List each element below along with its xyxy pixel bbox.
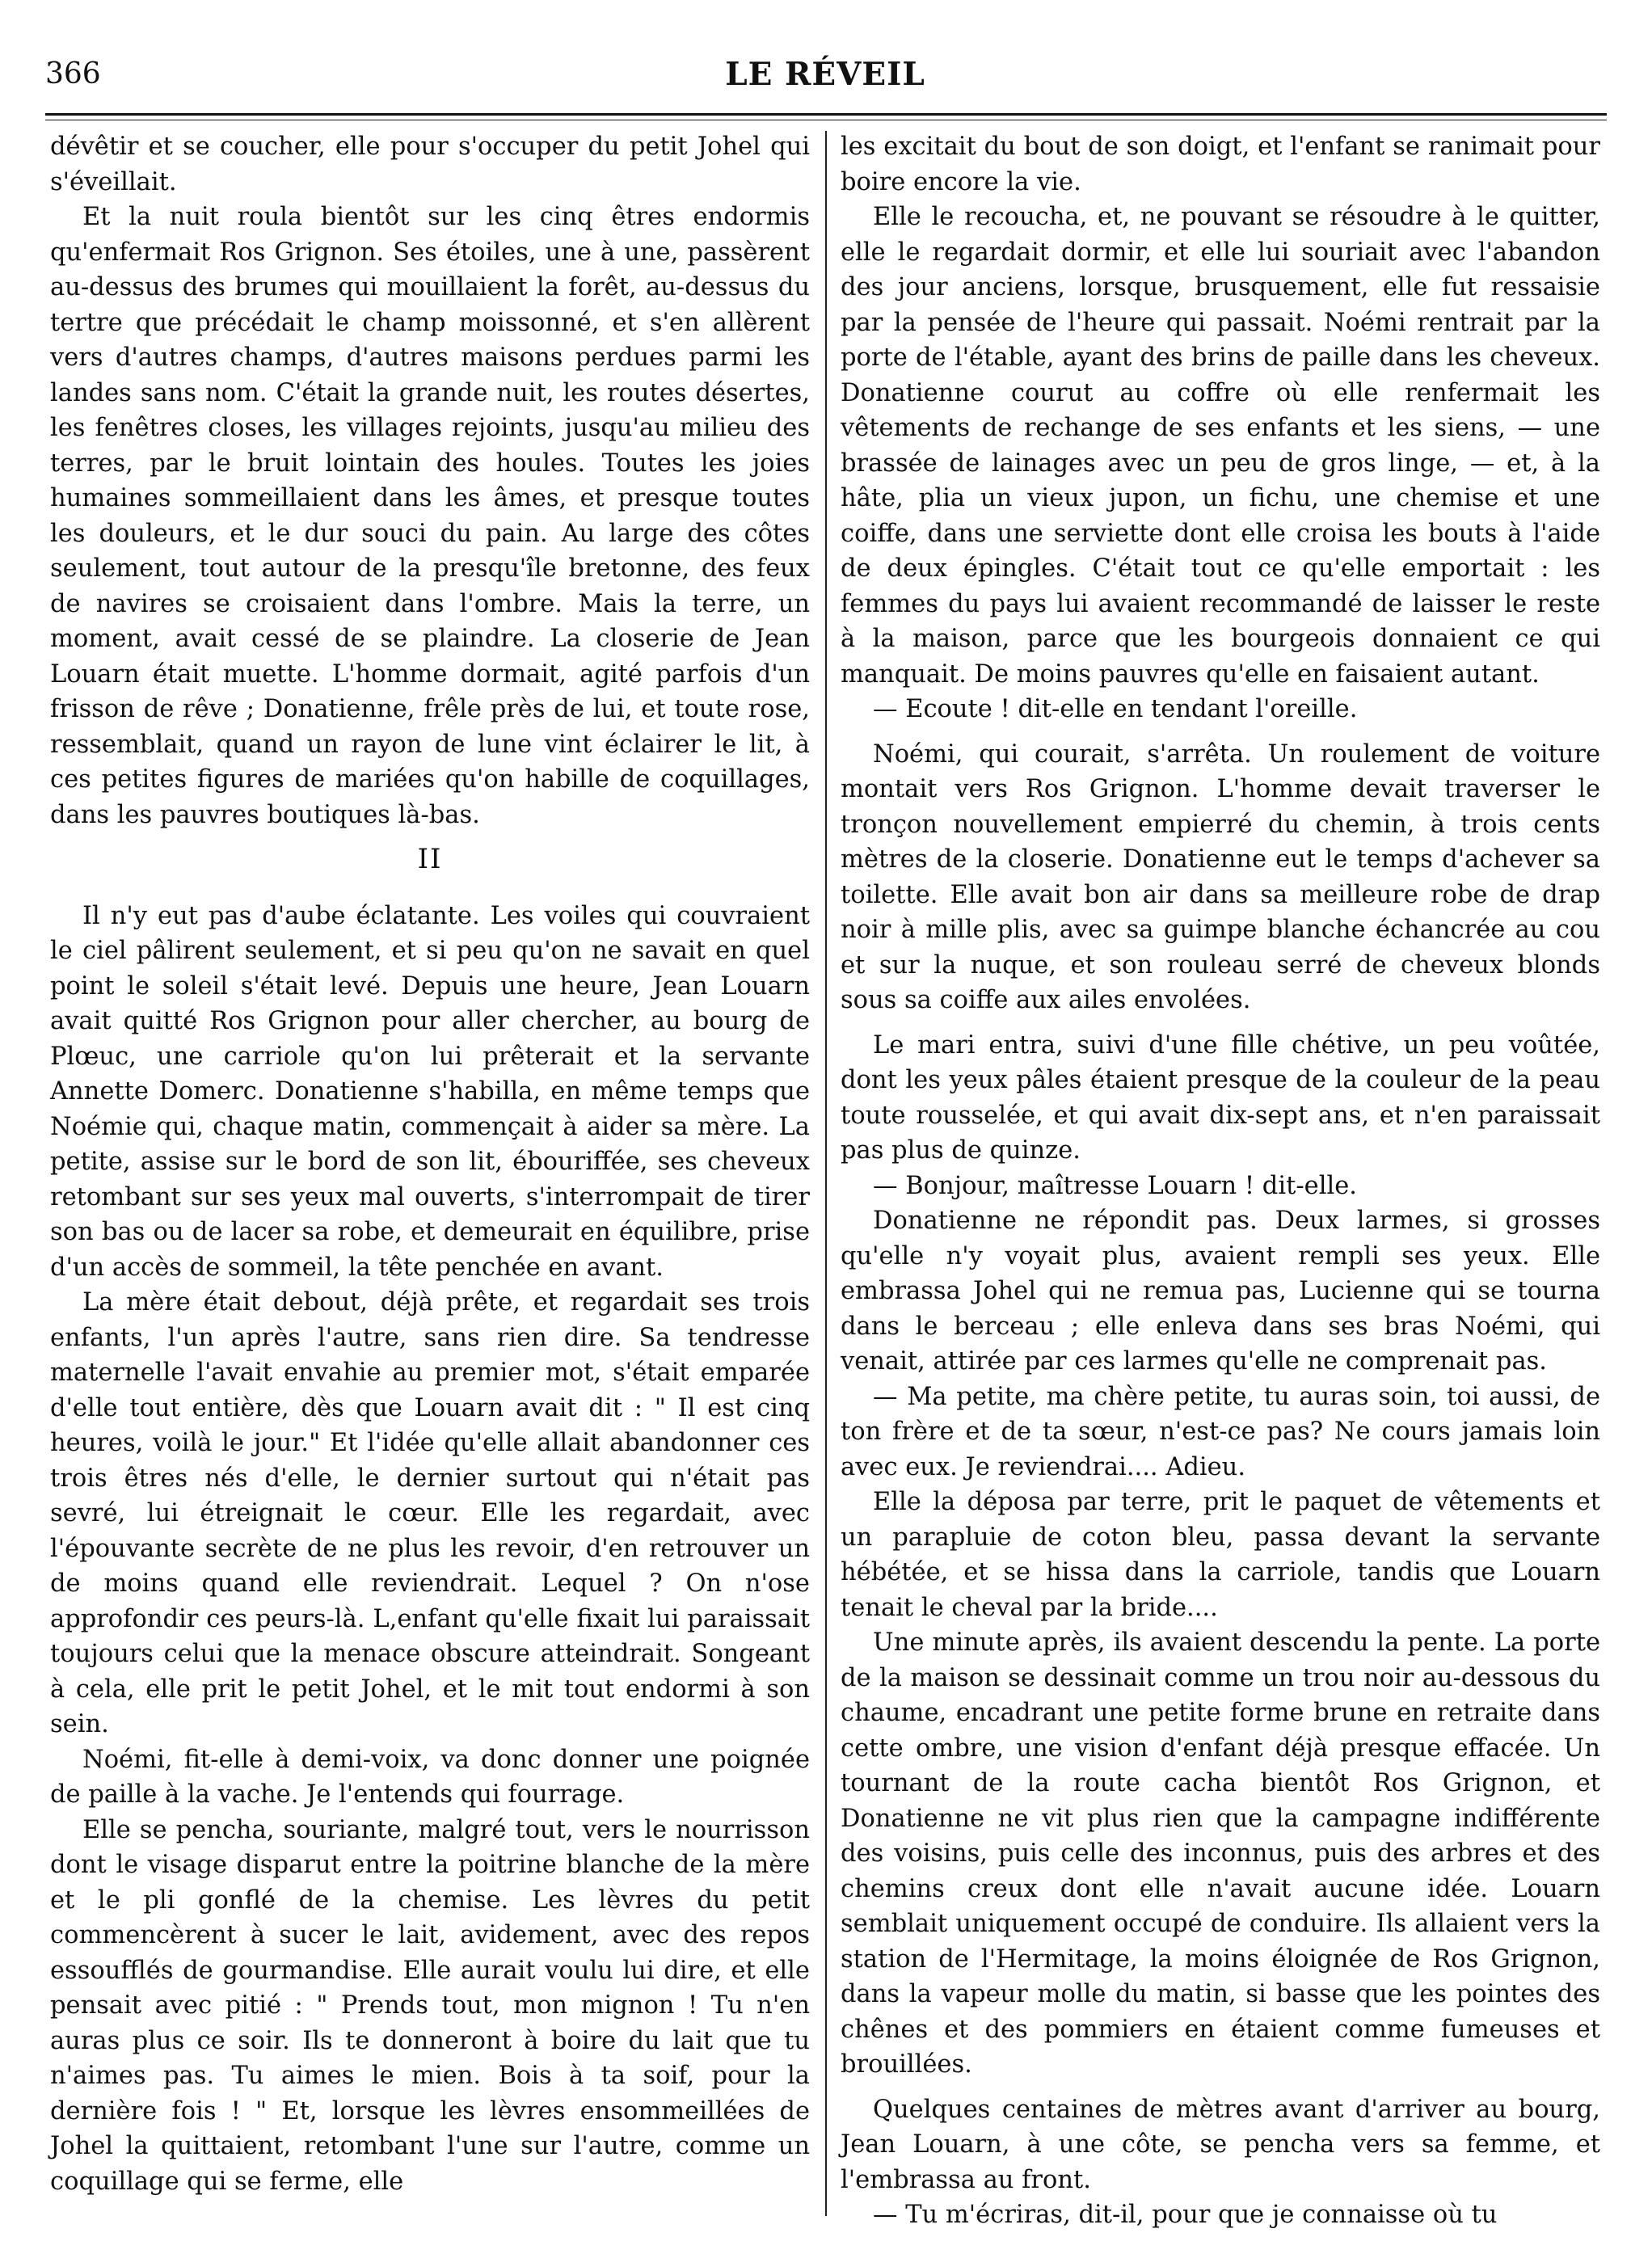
paragraph: — Ecoute ! dit-elle en tendant l'oreille.	[873, 695, 1358, 723]
paragraph: Noémi, qui courait, s'arrêta. Un roulement de voiture montait vers Ros Grignon. L'homme devait traverser le tronçon nouvellement empierré du chemin, à trois cents mètres de la closerie. Donatienne eut le temps d'achever sa toilette. Elle avait bon air dans sa meilleure robe de drap noir à mille plis, avec sa guimpe blanche échancrée au cou et sur la nuque, et son rouleau serré de cheveux blonds sous sa coiffe aux ailes envolées.	[841, 739, 1600, 1014]
paragraph: Il n'y eut pas d'aube éclatante. Les voiles qui couvraient le ciel pâlirent seulement, et si peu qu'on ne savait en quel point le soleil s'était levé. Depuis une heure, Jean Louarn avait quitté Ros Grignon pour aller chercher, au bourg de Plœuc, une carriole qu'on lui prêterait et la servante Annette Domerc. Donatienne s'habilla, en même temps que Noémie qui, chaque matin, commençait à aider sa mère. La petite, assise sur le bord de son lit, ébouriffée, ses cheveux retombant sur ses yeux mal ouverts, s'interrompait de tirer son bas ou de lacer sa robe, et demeurait en équilibre, prise d'un accès de sommeil, la tête penchée en avant.	[50, 901, 810, 1282]
page-number: 366	[45, 57, 101, 91]
paragraph: Elle la déposa par terre, prit le paquet de vêtements et un parapluie de coton bleu, passa devant la servante hébétée, et se hissa dans la carriole, tandis que Louarn tenait le cheval par la bride....	[841, 1488, 1600, 1622]
paragraph: — Tu m'écriras, dit-il, pour que je connaisse où tu	[873, 2201, 1498, 2229]
paragraph: Noémi, fit-elle à demi-voix, va donc donner une poignée de paille à la vache. Je l'entends qui fourrage.	[50, 1745, 810, 1809]
paragraph: — Bonjour, maîtresse Louarn ! dit-elle.	[873, 1171, 1357, 1200]
right-column	[841, 129, 1600, 2233]
paragraph: Donatienne ne répondit pas. Deux larmes, si grosses qu'elle n'y voyait plus, avaient rempli ses yeux. Elle embrassa Johel qui ne remua pas, Lucienne qui se tourna dans le berceau ; elle enleva dans ses bras Noémi, qui venait, attirée par ces larmes qu'elle ne comprenait pas.	[841, 1207, 1600, 1376]
left-column	[50, 129, 810, 2199]
paragraph: Quelques centaines de mètres avant d'arriver au bourg, Jean Louarn, à une côte, se pencha vers sa femme, et l'embrassa au front.	[841, 2095, 1600, 2194]
paragraph: Le mari entra, suivi d'une fille chétive, un peu voûtée, dont les yeux pâles étaient presque de la couleur de la peau toute rousselée, et qui avait dix-sept ans, et n'en paraissait pas plus de quinze.	[841, 1030, 1600, 1165]
page-header	[45, 55, 1605, 112]
header-rule-thick	[45, 113, 1607, 116]
paragraph: Une minute après, ils avaient descendu la pente. La porte de la maison se dessinait comme un trou noir au-dessous du chaume, encadrant une petite forme brune en retraite dans cette ombre, une vision d'enfant déjà presque effacée. Un tournant de la route cacha bientôt Ros Grignon, et Donatienne ne vit plus rien que la campagne indifférente des voisins, puis celle des inconnus, puis des arbres et des chemins creux dont elle n'avait aucune idée. Louarn semblait uniquement occupé de conduire. Ils allaient vers la station de l'Hermitage, la moins éloignée de Ros Grignon, dans la vapeur molle du matin, si basse que les pointes des chênes et des pommiers en étaient comme fumeuses et brouillées.	[841, 1628, 1600, 2079]
column-divider	[825, 131, 827, 2216]
paragraph: Et la nuit roula bientôt sur les cinq êtres endormis qu'enfermait Ros Grignon. Ses étoiles, une à une, passèrent au-dessus des brumes qui mouillaient la forêt, au-dessus du tertre que précédait le champ moissonné, et s'en allèrent vers d'autres champs, d'autres maisons perdues parmi les landes sans nom. C'était la grande nuit, les routes désertes, les fenêtres closes, les villages rejoints, jusqu'au milieu des terres, par le bruit lointain des houles. Toutes les joies humaines sommeillaient dans les âmes, et presque toutes les douleurs, et le dur souci du pain. Au large des côtes seulement, tout autour de la presqu'île bretonne, des feux de navires se croisaient dans l'ombre. Mais la terre, un moment, avait cessé de se plaindre. La closerie de Jean Louarn était muette. L'homme dormait, agité parfois d'un frisson de rêve ; Donatienne, frêle près de lui, et toute rose, ressemblait, quand un rayon de lune vint éclairer le lit, à ces petites figures de mariées qu'on habille de coquillages, dans les pauvres boutiques là-bas.	[50, 203, 810, 829]
section-heading: II	[417, 843, 443, 875]
running-title: LE RÉVEIL	[725, 56, 925, 93]
paragraph: dévêtir et se coucher, elle pour s'occuper du petit Johel qui s'éveillait.	[50, 133, 810, 196]
paragraph: Elle se pencha, souriante, malgré tout, vers le nourrisson dont le visage disparut entre la poitrine blanche de la mère et le pli gonflé de la chemise. Les lèvres du petit commencèrent à sucer le lait, avidement, avec des repos essoufflés de gourmandise. Elle aurait voulu lui dire, et elle pensait avec pitié : " Prends tout, mon mignon ! Tu n'en auras plus ce soir. Ils te donneront à boire du lait que tu n'aimes pas. Tu aimes le mien. Bois à ta soif, pour la dernière fois ! " Et, lorsque les lèvres ensommeillées de Johel la quittaient, retombant l'une sur l'autre, comme un coquillage qui se ferme, elle	[50, 1815, 810, 2196]
paragraph: les excitait du bout de son doigt, et l'enfant se ranimait pour boire encore la vie.	[841, 133, 1600, 196]
paragraph: — Ma petite, ma chère petite, tu auras soin, toi aussi, de ton frère et de ta sœur, n'est-ce pas? Ne cours jamais loin avec eux. Je reviendrai.... Adieu.	[841, 1382, 1600, 1481]
paragraph: Elle le recoucha, et, ne pouvant se résoudre à le quitter, elle le regardait dormir, et elle lui souriait avec l'abandon des jour anciens, lorsque, brusquement, elle fut ressaisie par la pensée de l'heure qui passait. Noémi rentrait par la porte de l'étable, ayant des brins de paille dans les cheveux. Donatienne courut au coffre où elle renfermait les vêtements de rechange de ses enfants et les siens, — une brassée de lainages avec un peu de gros linge, — et, à la hâte, plia un vieux jupon, un fichu, une chemise et une coiffe, dans une serviette dont elle croisa les bouts à l'aide de deux épingles. C'était tout ce qu'elle emportait : les femmes du pays lui avaient recommandé de laisser le reste à la maison, parce que les bourgeois donnaient ce qui manquait. De moins pauvres qu'elle en faisaient autant.	[841, 203, 1600, 689]
paragraph: La mère était debout, déjà prête, et regardait ses trois enfants, l'un après l'autre, sans rien dire. Sa tendresse maternelle l'avait envahie au premier mot, s'était emparée d'elle tout entière, dès que Louarn avait dit : " Il est cinq heures, voilà le jour." Et l'idée qu'elle allait abandonner ces trois êtres nés d'elle, le dernier surtout qui n'était pas sevré, lui étreignait le cœur. Elle les regardait, avec l'épouvante secrète de ne plus les revoir, d'en retrouver un de moins quand elle reviendrait. Lequel ? On n'ose approfondir ces peurs-là. L,enfant qu'elle fixait lui paraissait toujours celui que la menace obscure atteindrait. Songeant à cela, elle prit le petit Johel, et le mit tout endormi à son sein.	[50, 1288, 810, 1738]
